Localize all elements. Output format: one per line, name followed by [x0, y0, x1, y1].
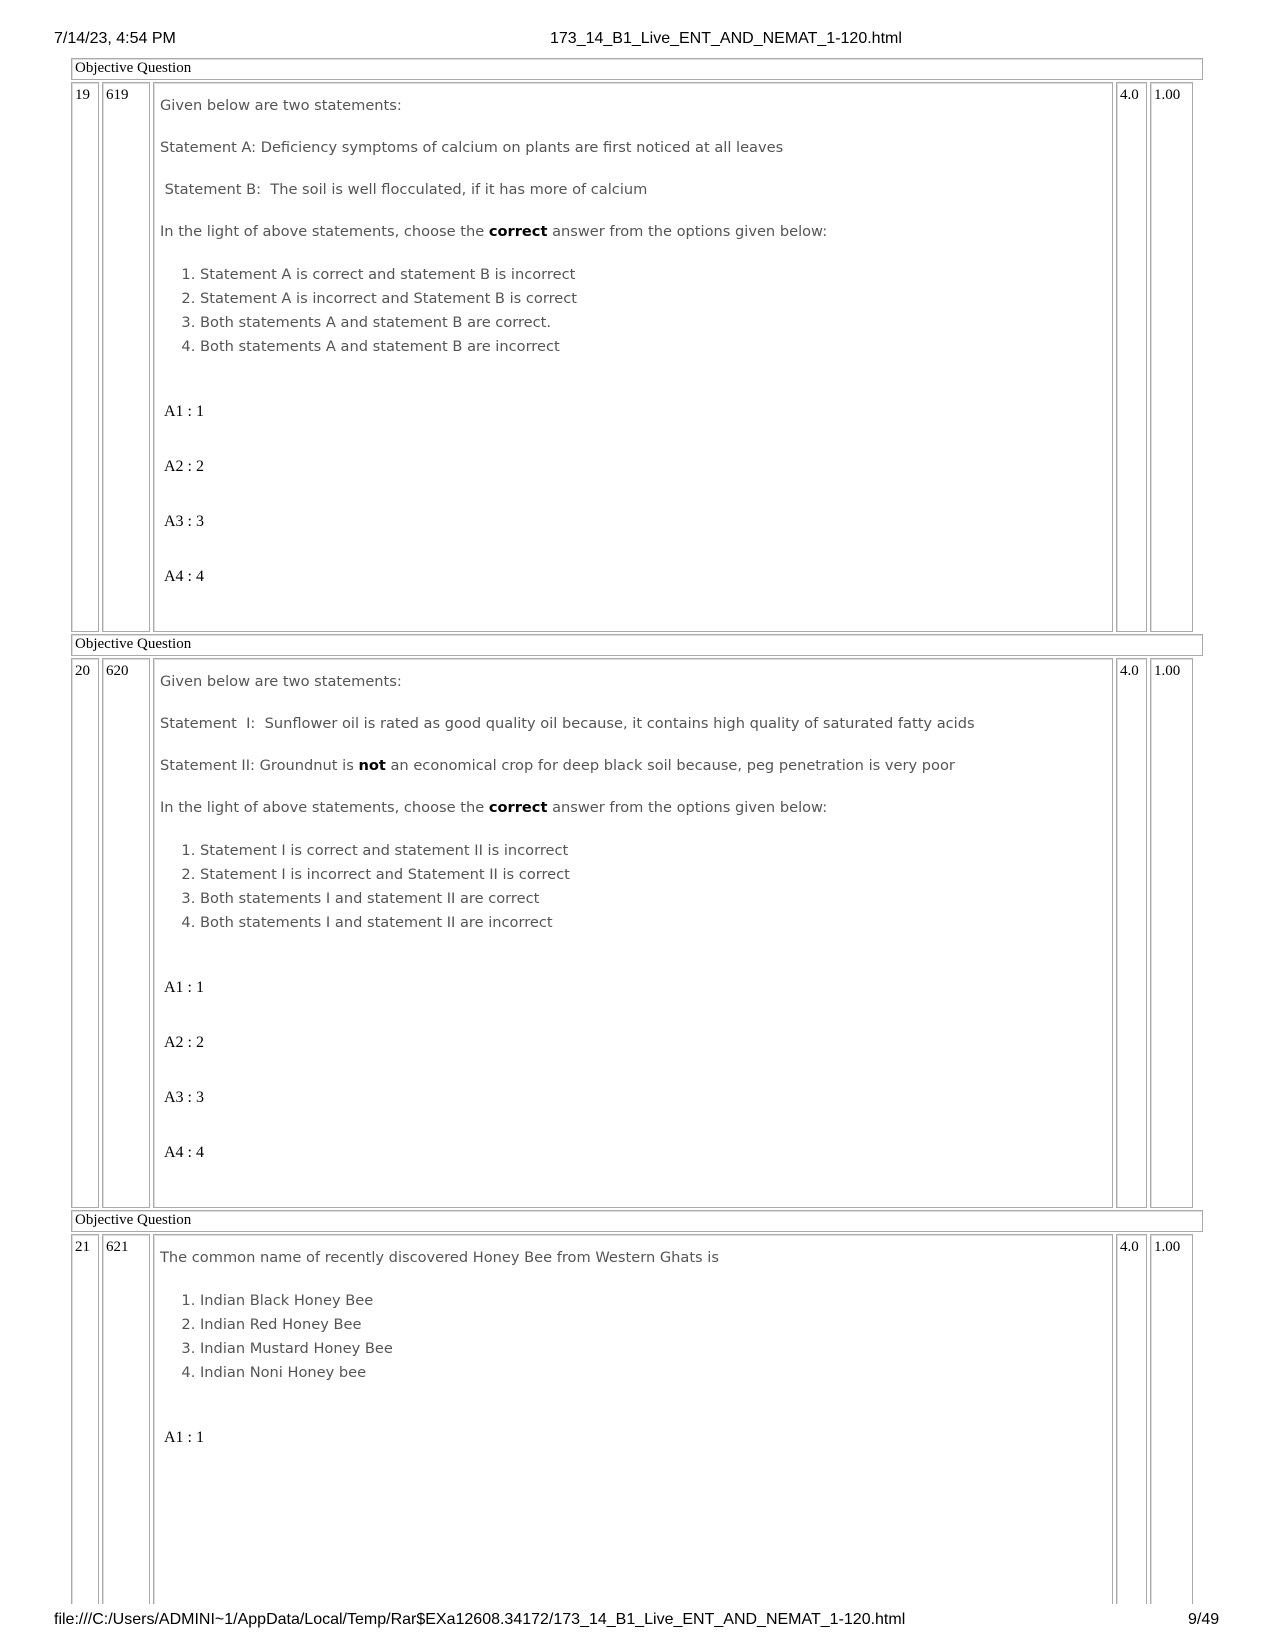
- statement-ii: Statement II: Groundnut is not an economical crop for deep black soil because, peg penetration is very poor: [160, 757, 955, 774]
- answer-item: A2 : 2: [164, 458, 204, 475]
- answer-item: A4 : 4: [164, 1144, 204, 1161]
- question-id: 620: [102, 658, 150, 1208]
- option-item: 4. Indian Noni Honey bee: [200, 1361, 1106, 1385]
- serial-number: 19: [71, 82, 99, 632]
- print-file-path: file:///C:/Users/ADMINI~1/AppData/Local/Temp/Rar$EXa12608.34172/173_14_B1_Live_ENT_AND_NEMAT_1-120.html: [54, 1611, 906, 1628]
- answer-item: A1 : 1: [164, 1429, 204, 1446]
- option-item: 1. Statement I is correct and statement II is incorrect: [200, 839, 1106, 863]
- question-row: [71, 1234, 1203, 1604]
- negative-marks: 1.00: [1150, 658, 1193, 1208]
- option-item: 4. Both statements I and statement II are incorrect: [200, 911, 1106, 935]
- question-intro: Given below are two statements:: [160, 673, 402, 690]
- question-type-label: Objective Question: [71, 634, 1203, 656]
- question-id: 621: [102, 1234, 150, 1604]
- options-list: [160, 839, 1106, 935]
- instruction: In the light of above statements, choose the correct answer from the options given below:: [160, 223, 828, 240]
- serial-number: 21: [71, 1234, 99, 1604]
- option-item: 4. Both statements A and statement B are incorrect: [200, 335, 1106, 359]
- option-item: 1. Indian Black Honey Bee: [200, 1289, 1106, 1313]
- question-type-label: Objective Question: [71, 58, 1203, 80]
- answer-item: A1 : 1: [164, 979, 204, 996]
- option-item: 2. Statement I is incorrect and Statement II is correct: [200, 863, 1106, 887]
- option-item: 3. Both statements I and statement II are correct: [200, 887, 1106, 911]
- question-block: [69, 634, 1205, 1208]
- negative-marks: 1.00: [1150, 82, 1193, 632]
- statement-a: Statement A: Deficiency symptoms of calcium on plants are first noticed at all leaves: [160, 139, 784, 156]
- question-body: [153, 82, 1113, 632]
- option-item: 2. Statement A is incorrect and Statement B is correct: [200, 287, 1106, 311]
- question-intro: Given below are two statements:: [160, 97, 402, 114]
- answer-item: A4 : 4: [164, 568, 204, 585]
- answer-list: [160, 979, 1106, 1199]
- statement-i: Statement I: Sunflower oil is rated as good quality oil because, it contains high quality of saturated fatty acids: [160, 715, 975, 732]
- answer-list: [160, 403, 1106, 623]
- answer-item: A3 : 3: [164, 1089, 204, 1106]
- question-body: [153, 658, 1113, 1208]
- answer-item: A3 : 3: [164, 513, 204, 530]
- marks: 4.0: [1116, 658, 1147, 1208]
- answer-item: A2 : 2: [164, 1034, 204, 1051]
- option-item: 2. Indian Red Honey Bee: [200, 1313, 1106, 1337]
- answer-list: [160, 1429, 1106, 1484]
- question-type-label: Objective Question: [71, 1210, 1203, 1232]
- options-list: [160, 263, 1106, 359]
- serial-number: 20: [71, 658, 99, 1208]
- option-item: 3. Indian Mustard Honey Bee: [200, 1337, 1106, 1361]
- question-row: [71, 82, 1203, 632]
- page-number: 9/49: [1188, 1611, 1220, 1628]
- question-block: [69, 58, 1205, 632]
- question-row: [71, 658, 1203, 1208]
- print-doc-title: 173_14_B1_Live_ENT_AND_NEMAT_1-120.html: [550, 30, 902, 47]
- answer-item: A1 : 1: [164, 403, 204, 420]
- marks: 4.0: [1116, 82, 1147, 632]
- question-intro: The common name of recently discovered Honey Bee from Western Ghats is: [160, 1249, 719, 1266]
- question-id: 619: [102, 82, 150, 632]
- instruction: In the light of above statements, choose the correct answer from the options given below:: [160, 799, 828, 816]
- option-item: 1. Statement A is correct and statement B is incorrect: [200, 263, 1106, 287]
- statement-b: Statement B: The soil is well flocculated, if it has more of calcium: [160, 181, 648, 198]
- options-list: [160, 1289, 1106, 1385]
- question-body: [153, 1234, 1113, 1604]
- negative-marks: 1.00: [1150, 1234, 1193, 1604]
- option-item: 3. Both statements A and statement B are correct.: [200, 311, 1106, 335]
- marks: 4.0: [1116, 1234, 1147, 1604]
- print-datetime: 7/14/23, 4:54 PM: [54, 30, 176, 47]
- question-block: [69, 1210, 1205, 1604]
